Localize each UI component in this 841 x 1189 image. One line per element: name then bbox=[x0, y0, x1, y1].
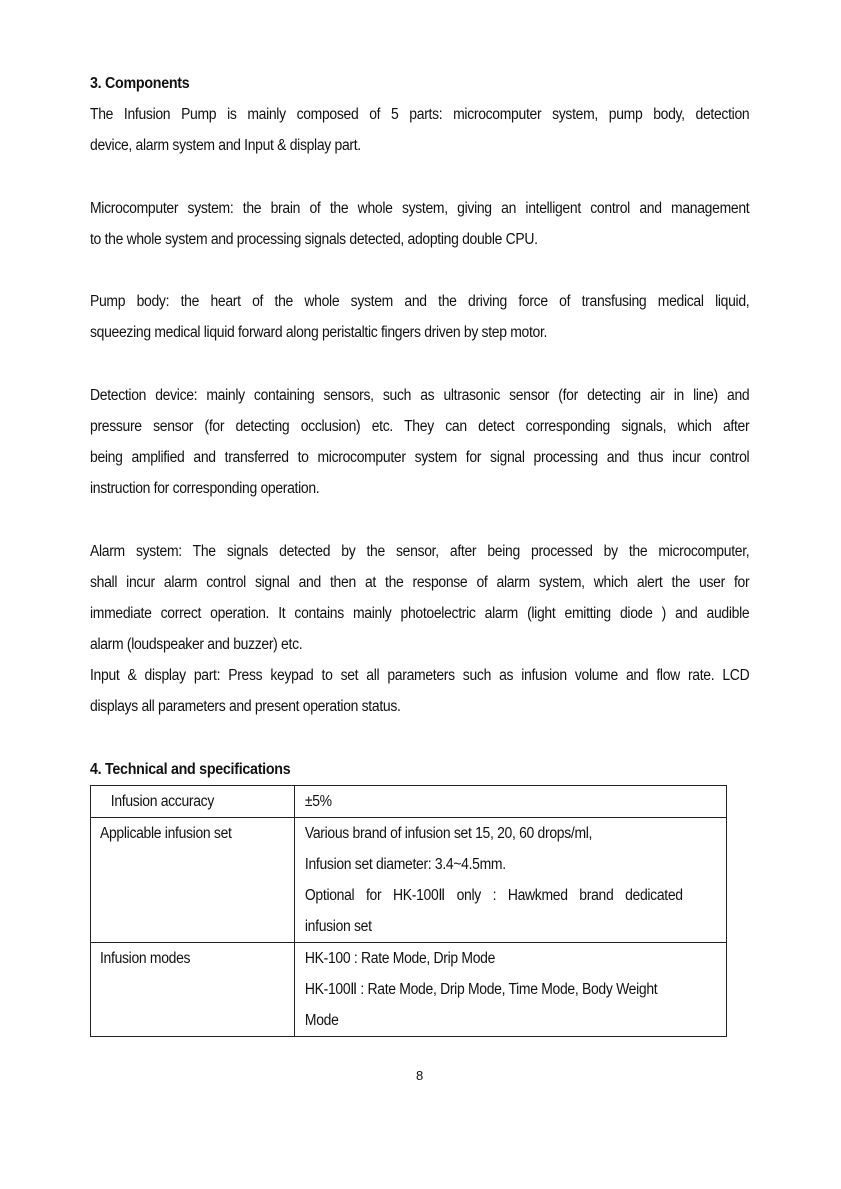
paragraph-pump-body: Pump body: the heart of the whole system and the driving force of transfusing medical liquid, squeezing medical liquid forward along peristaltic fingers driven by step motor. bbox=[90, 293, 750, 341]
table-row bbox=[91, 818, 727, 943]
paragraph-detection-device: Detection device: mainly containing sensors, such as ultrasonic sensor (for detecting air in line) and pressure sensor (for detecting occlusion) etc. They can detect corresponding signals, which after being amplified and transferred to microcomputer system for signal processing and thus incur control instruction for corresponding operation. bbox=[90, 387, 750, 497]
spec-key: Infusion modes bbox=[91, 943, 295, 1037]
paragraph-alarm-system: Alarm system: The signals detected by the sensor, after being processed by the microcomputer, shall incur alarm control signal and then at the response of alarm system, which alert the user for immediate correct operation. It contains mainly photoelectric alarm (light emitting diode ) and audible alarm (loudspeaker and buzzer) etc. bbox=[90, 543, 750, 653]
section-heading-specifications: 4. Technical and specifications bbox=[90, 761, 291, 778]
paragraph-microcomputer: Microcomputer system: the brain of the whole system, giving an intelligent control and management to the whole system and processing signals detected, adopting double CPU. bbox=[90, 200, 750, 248]
spec-key: Infusion accuracy bbox=[91, 786, 295, 818]
spec-key: Applicable infusion set bbox=[91, 818, 295, 943]
page-number: 8 bbox=[416, 1068, 424, 1083]
table-row bbox=[91, 786, 727, 818]
table-row bbox=[91, 943, 727, 1037]
spec-value: Various brand of infusion set 15, 20, 60 drops/ml, Infusion set diameter: 3.4~4.5mm. Optional for HK-100Ⅱ only : Hawkmed brand dedicated infusion set bbox=[295, 818, 727, 943]
paragraph-intro: The Infusion Pump is mainly composed of 5 parts: microcomputer system, pump body, detection device, alarm system and Input & display part. bbox=[90, 106, 750, 154]
spec-value: HK-100 : Rate Mode, Drip Mode HK-100Ⅱ : Rate Mode, Drip Mode, Time Mode, Body Weight Mode bbox=[295, 943, 727, 1037]
paragraph-input-display: Input & display part: Press keypad to set all parameters such as infusion volume and flow rate. LCD displays all parameters and present operation status. bbox=[90, 667, 750, 715]
spec-value: ±5% bbox=[295, 786, 727, 818]
specifications-table bbox=[90, 785, 727, 1037]
section-heading-components: 3. Components bbox=[90, 75, 190, 92]
